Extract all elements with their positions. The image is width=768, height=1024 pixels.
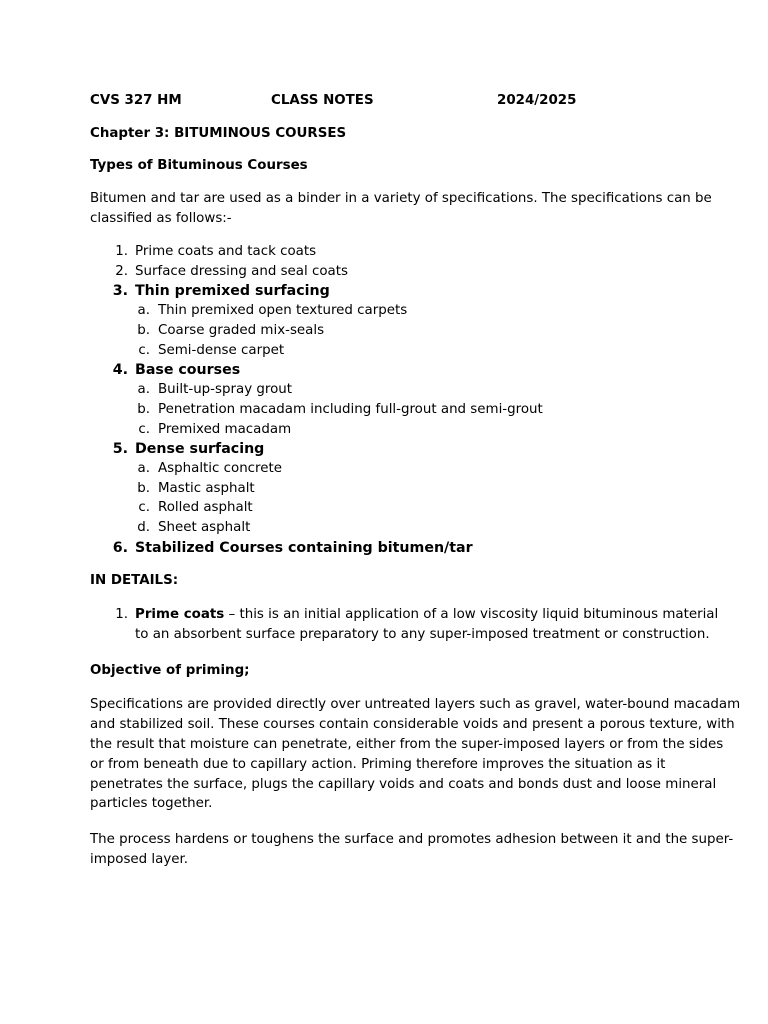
list-number: 5. — [112, 441, 128, 457]
paragraph-line: the result that moisture can penetrate, either from the super-imposed layers or from the sides — [90, 737, 724, 752]
sub-list-letter: c. — [138, 343, 150, 358]
paragraph-line: imposed layer. — [90, 852, 189, 867]
section-title: Types of Bituminous Courses — [90, 158, 308, 173]
details-definition: – this is an initial application of a low viscosity liquid bituminous material — [224, 607, 719, 622]
sub-list-item: Coarse graded mix-seals — [158, 323, 325, 338]
sub-list-letter: b. — [137, 481, 150, 496]
intro-line-2: classified as follows:- — [90, 211, 232, 226]
sub-list-letter: d. — [137, 520, 150, 535]
sub-list-item: Built-up-spray grout — [158, 382, 293, 397]
in-details-heading: IN DETAILS: — [90, 573, 179, 588]
sub-list-item: Semi-dense carpet — [158, 343, 285, 358]
list-item-heading: Thin premixed surfacing — [135, 283, 330, 299]
sub-list-letter: a. — [137, 382, 150, 397]
sub-list-item: Penetration macadam including full-grout and semi-grout — [158, 402, 543, 417]
academic-year: 2024/2025 — [497, 93, 577, 108]
paragraph-line: and stabilized soil. These courses contain considerable voids and present a porous texture, with — [90, 717, 735, 732]
details-number: 1. — [115, 607, 128, 622]
chapter-title: Chapter 3: BITUMINOUS COURSES — [90, 126, 347, 141]
details-term: Prime coats — [135, 607, 225, 622]
doc-type: CLASS NOTES — [271, 93, 374, 108]
paragraph-line: Specifications are provided directly over untreated layers such as gravel, water-bound macadam — [90, 697, 741, 712]
list-item-heading: Base courses — [135, 362, 241, 378]
sub-list-item: Sheet asphalt — [158, 520, 251, 535]
sub-list-letter: c. — [138, 422, 150, 437]
details-line-2: to an absorbent surface preparatory to any super-imposed treatment or construction. — [135, 627, 710, 642]
list-number: 2. — [115, 264, 128, 279]
details-line-1 — [135, 607, 718, 622]
list-number: 3. — [112, 283, 128, 299]
sub-list-letter: b. — [137, 402, 150, 417]
sub-list-letter: b. — [137, 323, 150, 338]
list-number: 6. — [112, 540, 128, 556]
sub-list-letter: a. — [137, 461, 150, 476]
list-item: Prime coats and tack coats — [135, 244, 317, 259]
list-number: 4. — [112, 362, 128, 378]
sub-list-item: Rolled asphalt — [158, 500, 253, 515]
paragraph-line: The process hardens or toughens the surface and promotes adhesion between it and the super- — [90, 832, 734, 847]
sub-list-letter: a. — [137, 303, 150, 318]
sub-list-letter: c. — [138, 500, 150, 515]
paragraph-line: or from beneath due to capillary action. Priming therefore improves the situation as it — [90, 757, 666, 772]
sub-list-item: Asphaltic concrete — [158, 461, 282, 476]
list-item-heading: Dense surfacing — [135, 441, 265, 457]
objective-heading: Objective of priming; — [90, 663, 250, 678]
intro-line-1: Bitumen and tar are used as a binder in a variety of specifications. The specifications can be — [90, 191, 712, 206]
course-code: CVS 327 HM — [90, 93, 182, 108]
sub-list-item: Thin premixed open textured carpets — [158, 303, 408, 318]
paragraph-line: penetrates the surface, plugs the capillary voids and coats and bonds dust and loose mineral — [90, 777, 717, 792]
list-item: Surface dressing and seal coats — [135, 264, 348, 279]
list-item-heading: Stabilized Courses containing bitumen/tar — [135, 540, 473, 556]
paragraph-line: particles together. — [90, 796, 213, 811]
list-number: 1. — [115, 244, 128, 259]
sub-list-item: Mastic asphalt — [158, 481, 255, 496]
sub-list-item: Premixed macadam — [158, 422, 292, 437]
